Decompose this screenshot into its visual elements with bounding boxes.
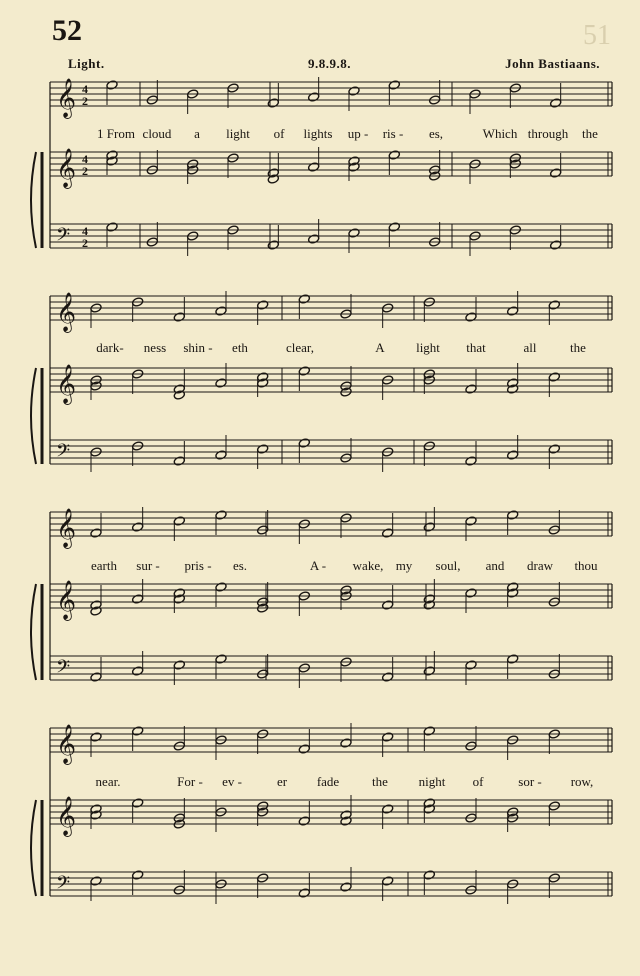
note-head: [382, 672, 394, 682]
note-head: [132, 594, 144, 604]
lyric-syllable: the: [372, 774, 388, 789]
lyric-syllable: a: [194, 126, 200, 141]
note-head: [215, 582, 227, 592]
bass-clef-icon: 𝄢: [56, 657, 71, 682]
tune-name: Light.: [68, 56, 105, 71]
lyric-syllable: and: [485, 558, 505, 573]
note-head: [423, 870, 435, 880]
note-head: [90, 732, 102, 742]
lyric-syllable: fade: [316, 774, 340, 789]
note-head: [348, 86, 360, 96]
time-signature-bottom: 2: [82, 164, 88, 178]
lyric-syllable: ris -: [382, 126, 404, 141]
note-head: [507, 510, 519, 520]
note-head: [308, 162, 320, 172]
note-head: [90, 672, 102, 682]
lyric-syllable: thou: [574, 558, 598, 573]
note-head: [132, 870, 144, 880]
note-head: [465, 588, 477, 598]
lyric-line-4: [0, 774, 640, 794]
lyric-syllable: through: [527, 126, 569, 141]
lyric-line-2: [0, 340, 640, 360]
note-head: [550, 168, 562, 178]
note-head: [106, 222, 118, 232]
lyric-syllable: es.: [232, 558, 248, 573]
note-head: [215, 450, 227, 460]
lyric-syllable: ev -: [222, 774, 242, 789]
note-head: [348, 228, 360, 238]
lyric-syllable: er: [276, 774, 288, 789]
lyric-line-3: [0, 558, 640, 578]
note-head: [548, 300, 560, 310]
lyric-syllable: up -: [347, 126, 369, 141]
composer-name: John Bastiaans.: [505, 56, 600, 71]
treble-clef-icon: 𝄞: [56, 724, 77, 764]
note-head: [388, 80, 400, 90]
lyric-syllable: cloud: [142, 126, 172, 141]
note-head: [132, 798, 144, 808]
treble-clef-icon: 𝄞: [56, 796, 77, 836]
note-head: [90, 528, 102, 538]
note-head: [173, 516, 185, 526]
lyric-syllable: For -: [177, 774, 203, 789]
note-head: [507, 450, 519, 460]
lyric-syllable: near.: [95, 774, 121, 789]
note-head: [465, 312, 477, 322]
lyric-syllable: that: [466, 340, 486, 355]
lyric-syllable: all: [523, 340, 537, 355]
lyric-syllable: eth: [232, 340, 248, 355]
lyric-line-1: [0, 126, 640, 146]
lyric-syllable: A: [375, 340, 385, 355]
note-head: [382, 528, 394, 538]
lyric-syllable: the: [570, 340, 586, 355]
note-head: [106, 80, 118, 90]
lyric-syllable: draw: [527, 558, 553, 573]
note-head: [173, 456, 185, 466]
lyric-syllable: of: [273, 126, 285, 141]
note-head: [298, 366, 310, 376]
note-head: [548, 372, 560, 382]
note-head: [257, 300, 269, 310]
note-head: [267, 240, 279, 250]
note-head: [340, 882, 352, 892]
note-head: [548, 444, 560, 454]
note-head: [308, 234, 320, 244]
lyric-syllable: dark-: [96, 340, 124, 355]
lyric-syllable: es,: [428, 126, 444, 141]
treble-clef-icon: 𝄞: [56, 364, 77, 404]
bass-clef-icon: 𝄢: [56, 873, 71, 898]
note-head: [215, 510, 227, 520]
lyric-syllable: night: [418, 774, 446, 789]
lyric-syllable: wake,: [352, 558, 384, 573]
brace: [31, 368, 36, 464]
note-head: [465, 516, 477, 526]
note-head: [423, 726, 435, 736]
note-head: [507, 306, 519, 316]
time-signature-top: 4: [82, 152, 88, 166]
note-head: [298, 294, 310, 304]
lyric-syllable: soul,: [435, 558, 461, 573]
note-head: [132, 726, 144, 736]
note-head: [298, 438, 310, 448]
time-signature-top: 4: [82, 224, 88, 238]
note-head: [382, 876, 394, 886]
note-head: [388, 222, 400, 232]
note-head: [382, 732, 394, 742]
time-signature-bottom: 2: [82, 94, 88, 108]
note-head: [257, 444, 269, 454]
note-head: [382, 804, 394, 814]
lyric-syllable: the: [582, 126, 598, 141]
bass-clef-icon: 𝄢: [56, 225, 71, 250]
note-head: [465, 384, 477, 394]
lyric-syllable: of: [472, 774, 484, 789]
note-head: [308, 92, 320, 102]
lyric-syllable: sur -: [136, 558, 160, 573]
time-signature-top: 4: [82, 82, 88, 96]
note-head: [423, 522, 435, 532]
note-head: [267, 98, 279, 108]
lyric-syllable: clear,: [286, 340, 314, 355]
lyric-syllable: ness: [143, 340, 167, 355]
time-signature-bottom: 2: [82, 236, 88, 250]
note-head: [215, 306, 227, 316]
bass-clef-icon: 𝄢: [56, 441, 71, 466]
note-head: [215, 378, 227, 388]
note-head: [423, 666, 435, 676]
lyric-syllable: pris -: [184, 558, 212, 573]
note-head: [465, 660, 477, 670]
treble-clef-icon: 𝄞: [56, 292, 77, 332]
note-head: [132, 666, 144, 676]
note-head: [132, 522, 144, 532]
lyric-syllable: sor -: [518, 774, 542, 789]
lyric-syllable: earth: [91, 558, 117, 573]
meter-signature: 9.8.9.8.: [308, 56, 351, 71]
treble-clef-icon: 𝄞: [56, 78, 77, 118]
lyric-syllable: my: [395, 558, 413, 573]
brace: [31, 800, 36, 896]
treble-clef-icon: 𝄞: [56, 508, 77, 548]
note-head: [298, 888, 310, 898]
lyric-syllable: row,: [570, 774, 594, 789]
note-head: [382, 600, 394, 610]
brace: [31, 152, 36, 248]
lyric-syllable: light: [416, 340, 440, 355]
lyric-syllable: 1 From: [97, 126, 135, 141]
note-head: [173, 312, 185, 322]
note-head: [507, 654, 519, 664]
note-head: [340, 738, 352, 748]
brace: [31, 584, 36, 680]
bleed-through-page-number: 51: [583, 20, 611, 51]
note-head: [215, 654, 227, 664]
note-head: [298, 744, 310, 754]
lyric-syllable: A -: [309, 558, 327, 573]
lyric-syllable: lights: [303, 126, 333, 141]
note-head: [173, 660, 185, 670]
page-number: 52: [52, 14, 82, 47]
lyric-syllable: shin -: [183, 340, 213, 355]
lyric-syllable: light: [226, 126, 250, 141]
treble-clef-icon: 𝄞: [56, 580, 77, 620]
note-head: [465, 456, 477, 466]
note-head: [388, 150, 400, 160]
note-head: [550, 240, 562, 250]
lyric-syllable: Which: [482, 126, 518, 141]
note-head: [298, 816, 310, 826]
treble-clef-icon: 𝄞: [56, 148, 77, 188]
note-head: [90, 876, 102, 886]
note-head: [550, 98, 562, 108]
